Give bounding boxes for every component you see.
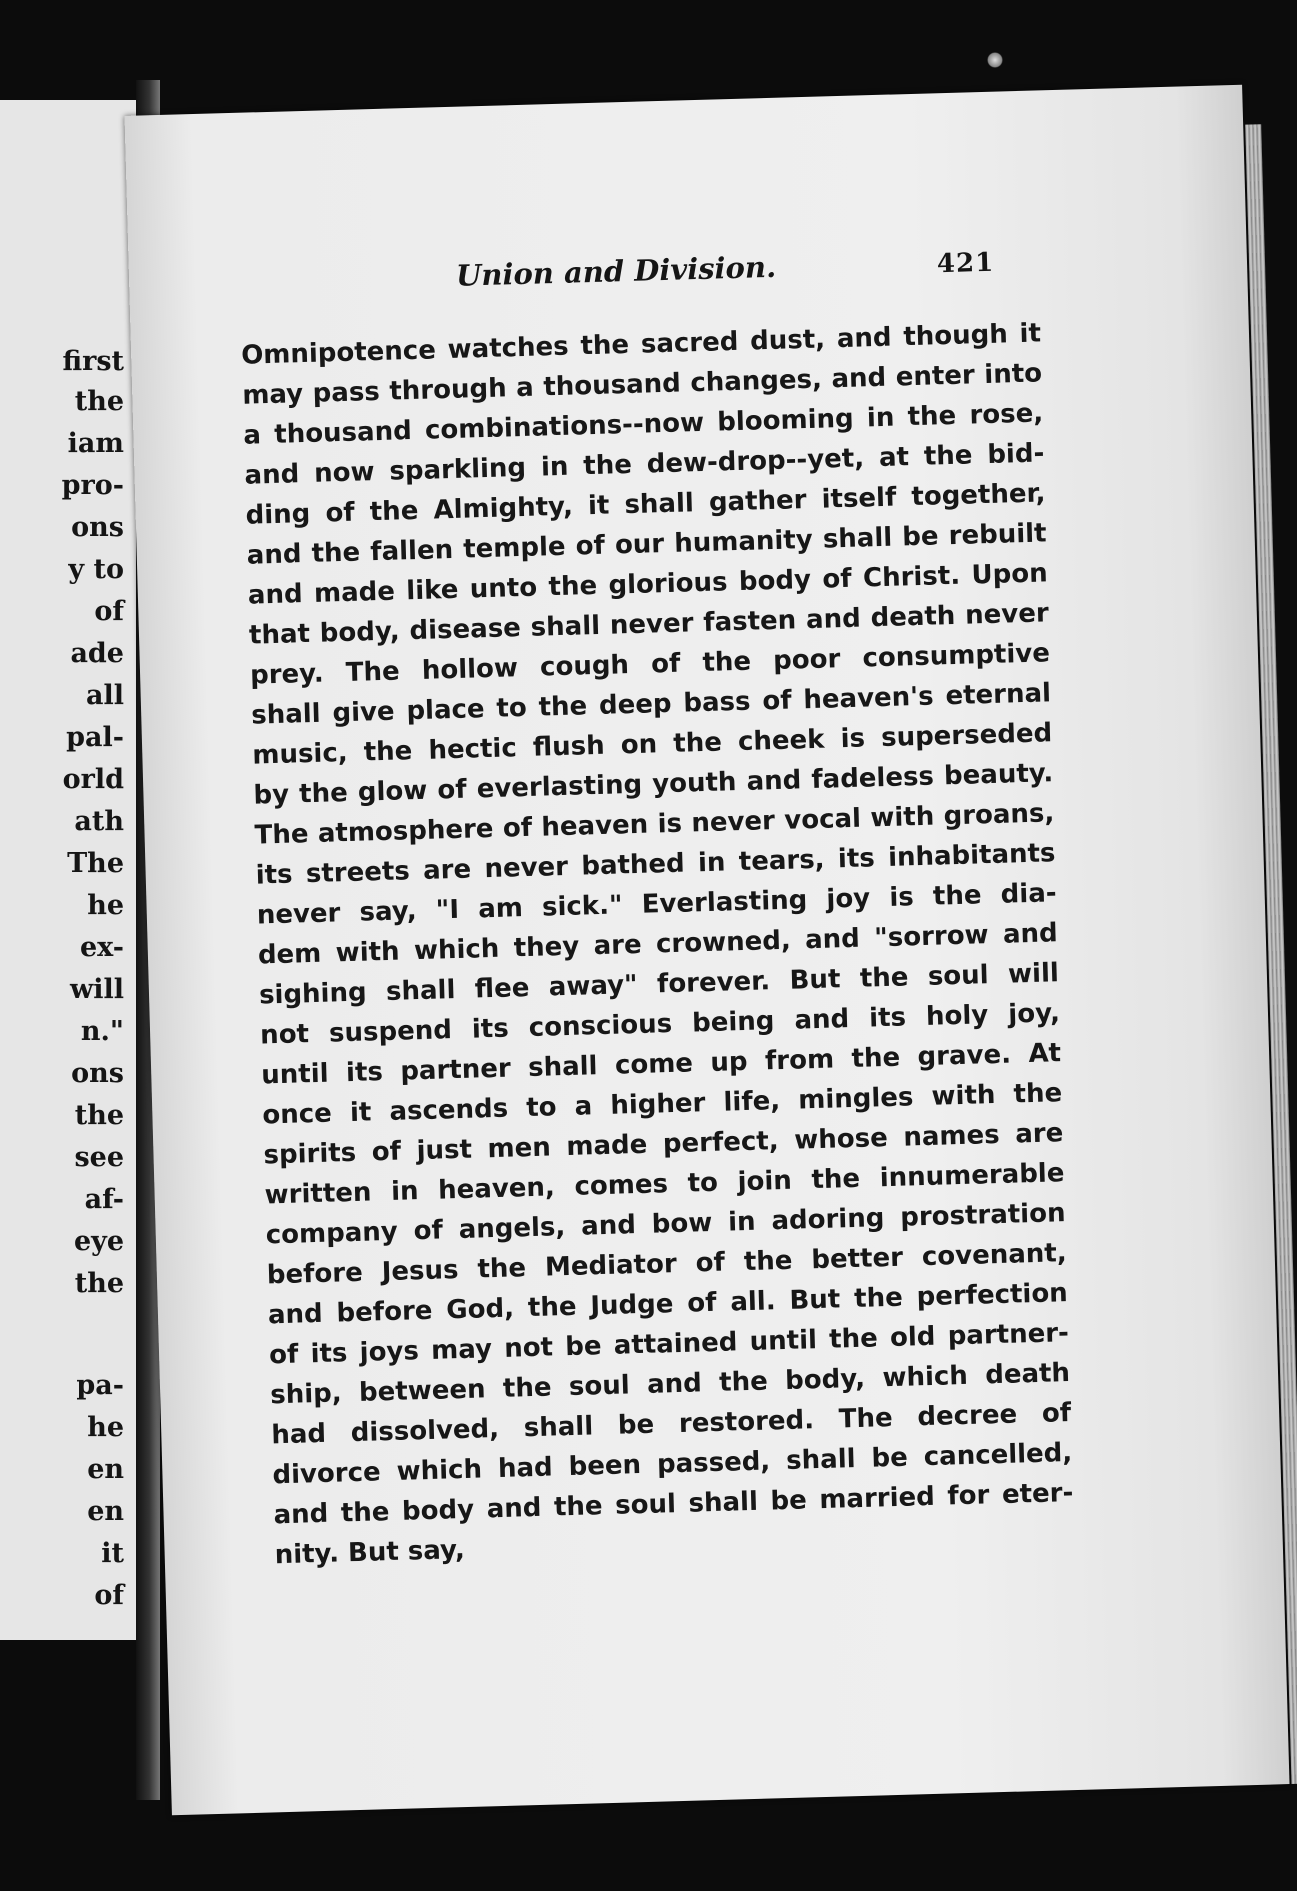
text-line: shall give place to the deep bass of heaven's eternal <box>250 678 1052 731</box>
text-line: its streets are never bathed in tears, its inhabitants <box>255 838 1056 891</box>
text-line: once it ascends to a higher life, mingles with the <box>262 1078 1063 1131</box>
text-line: never say, "I am sick." Everlasting joy is the dia- <box>256 878 1057 931</box>
left-page-fragment: ade <box>70 638 124 669</box>
body-text <box>241 313 1075 1575</box>
left-page-fragment: pro- <box>61 470 124 501</box>
text-line: ding of the Almighty, it shall gather itself together, <box>245 478 1046 531</box>
text-line: Omnipotence watches the sacred dust, and though it <box>240 318 1042 371</box>
left-page-fragment: see <box>74 1142 124 1173</box>
left-page-fragment: all <box>85 680 124 711</box>
text-line: written in heaven, comes to join the innumerable <box>264 1158 1065 1211</box>
left-page-fragment: he <box>87 1412 124 1443</box>
text-line: and the fallen temple of our humanity shall be rebuilt <box>246 518 1047 571</box>
left-page-fragment: the <box>74 1268 124 1299</box>
text-line: and now sparkling in the dew-drop--yet, at the bid- <box>244 438 1045 491</box>
text-line: spirits of just men made perfect, whose names are <box>263 1118 1064 1171</box>
left-page-fragment: y to <box>68 554 124 585</box>
left-page-fragment: he <box>87 890 124 921</box>
running-head <box>129 240 1130 308</box>
left-page-fragment: it <box>101 1538 124 1569</box>
text-line: nity. But say, <box>274 1535 466 1571</box>
left-page-fragment: en <box>87 1454 124 1485</box>
left-page-fragment: first <box>62 346 124 377</box>
page-edge <box>1245 124 1297 1784</box>
text-line: prey. The hollow cough of the poor consumptive <box>249 638 1051 691</box>
text-line: and the body and the soul shall be married for eter- <box>273 1477 1074 1531</box>
text-line: ship, between the soul and the body, which death <box>269 1358 1071 1411</box>
left-page-fragment: eye <box>73 1226 124 1257</box>
left-page-fragment: of <box>94 1580 124 1611</box>
main-page <box>124 85 1289 1816</box>
left-page-fragment: ons <box>71 1058 124 1089</box>
left-page-fragment: The <box>67 848 124 879</box>
left-page-fragment: pal- <box>66 722 124 753</box>
left-page-fragment: af- <box>84 1184 124 1215</box>
left-page-fragment: iam <box>67 428 124 459</box>
left-page-fragment: the <box>74 386 124 417</box>
text-line: divorce which had been passed, shall be cancelled, <box>272 1438 1073 1491</box>
text-line: by the glow of everlasting youth and fadeless beauty. <box>253 758 1054 811</box>
left-page-fragment: en <box>87 1496 124 1527</box>
text-line: The atmosphere of heaven is never vocal with groans, <box>254 798 1055 851</box>
text-line: may pass through a thousand changes, and enter into <box>241 358 1043 411</box>
text-line: not suspend its conscious being and its holy joy, <box>259 998 1061 1051</box>
left-page-fragment: pa- <box>76 1370 124 1401</box>
left-facing-page <box>0 100 139 1640</box>
page-number: 421 <box>936 247 995 280</box>
running-title: Union and Division. <box>455 249 777 293</box>
text-line: sighing shall flee away" forever. But the soul will <box>258 958 1060 1011</box>
text-line: of its joys may not be attained until the old partner- <box>268 1318 1070 1371</box>
text-line: until its partner shall come up from the grave. At <box>260 1038 1062 1091</box>
text-line: that body, disease shall never fasten and death never <box>248 598 1050 651</box>
left-page-fragment: n." <box>80 1016 124 1047</box>
text-line: before Jesus the Mediator of the better covenant, <box>266 1238 1068 1291</box>
text-line: company of angels, and bow in adoring prostration <box>265 1198 1066 1251</box>
left-page-fragment: of <box>94 596 124 627</box>
text-line: had dissolved, shall be restored. The decree of <box>270 1398 1072 1451</box>
text-line: dem with which they are crowned, and "sorrow and <box>257 918 1059 971</box>
text-line: and made like unto the glorious body of Christ. Upon <box>247 558 1049 611</box>
text-line: a thousand combinations--now blooming in the rose, <box>243 398 1044 451</box>
left-page-fragment: ex- <box>79 932 124 963</box>
left-page-fragment: will <box>69 974 124 1005</box>
text-line: music, the hectic flush on the cheek is superseded <box>251 718 1053 771</box>
text-line: and before God, the Judge of all. But the perfection <box>267 1278 1069 1331</box>
scan-speck <box>987 52 1003 68</box>
left-page-fragment: the <box>74 1100 124 1131</box>
left-page-fragment: orld <box>62 764 124 795</box>
left-page-fragment: ons <box>71 512 124 543</box>
left-page-fragment: ath <box>74 806 124 837</box>
